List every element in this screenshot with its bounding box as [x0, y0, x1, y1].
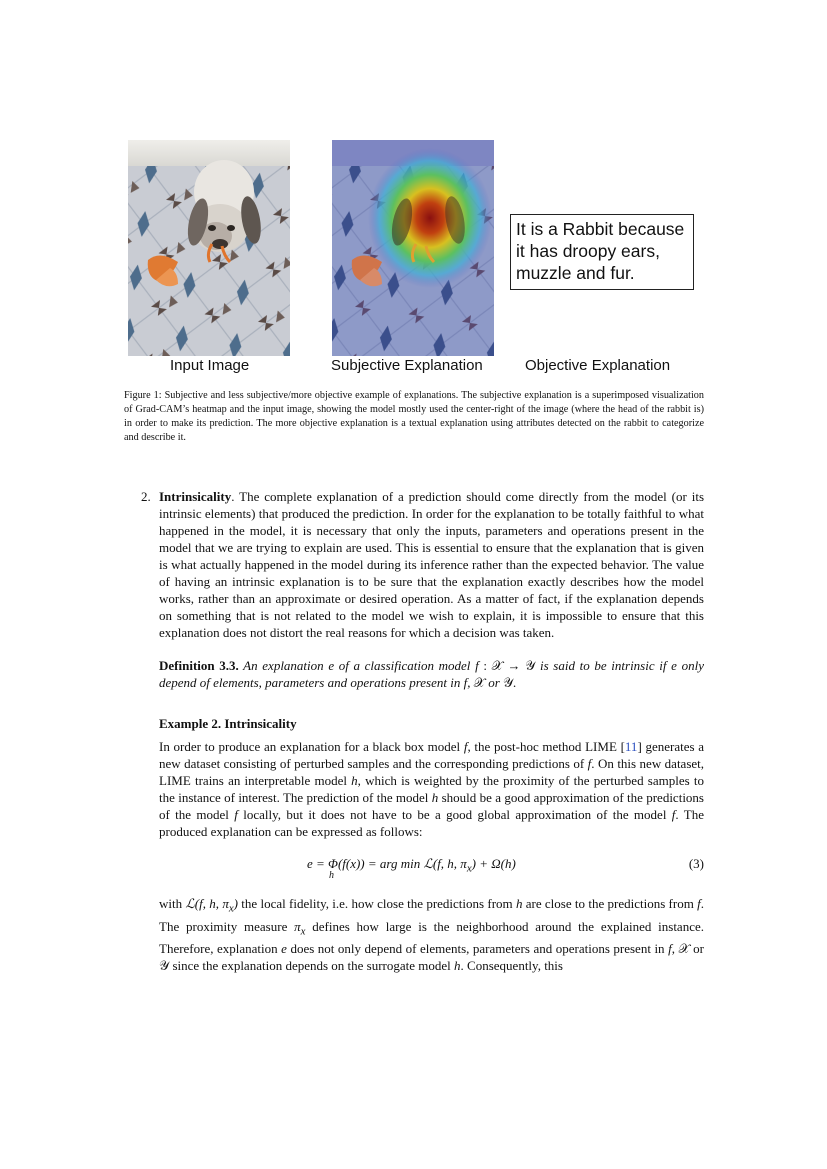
math-subscript: x: [300, 925, 306, 938]
text: are close to the predictions from: [522, 896, 698, 911]
text: . Consequently, this: [460, 958, 563, 974]
objective-text-line: it has droopy ears,: [516, 241, 660, 261]
definition-text: or: [484, 675, 503, 690]
equation-subscript: x: [466, 862, 472, 875]
definition-text: ,: [467, 675, 474, 690]
math-e: e: [281, 941, 287, 957]
math-Y: 𝒴: [503, 675, 514, 690]
text: does not only depend of elements, parameters and operations present in: [286, 941, 669, 957]
math-f: f: [587, 756, 592, 771]
math-f: f: [475, 658, 479, 673]
definition-text: .: [513, 675, 517, 690]
text: or: [689, 941, 704, 957]
math-Y: 𝒴: [525, 658, 536, 673]
definition-text: is said to be intrinsic if: [535, 658, 672, 673]
text: locally, but it does not have to be a good global approximation of the model: [237, 807, 672, 822]
definition-text: of a classification model: [334, 658, 476, 673]
text: ,: [671, 941, 679, 957]
math-L-end: ): [233, 896, 238, 911]
math-X: 𝒳: [473, 675, 485, 690]
math-f: f: [668, 941, 672, 957]
math-subscript: x: [228, 902, 234, 915]
example-heading-text: Example 2. Intrinsicality: [159, 716, 297, 731]
argmin-subscript: h: [329, 870, 334, 881]
equation-rhs-end: ) + Ω(h): [471, 856, 516, 871]
text: since the explanation depends on the surrogate model: [169, 958, 455, 974]
label-subjective-explanation: Subjective Explanation: [331, 357, 483, 374]
math-X: 𝒳: [491, 658, 503, 673]
label-input-image: Input Image: [170, 357, 250, 374]
label-objective-explanation: Objective Explanation: [525, 357, 671, 374]
equation-rhs: ℒ(f, h, π: [423, 856, 467, 871]
math-f: f: [671, 807, 676, 822]
math-h: h: [454, 958, 461, 974]
math-Y: 𝒴: [159, 958, 170, 974]
figure-caption: Figure 1: Subjective and less subjective/more objective example of explanations. The subjective explanation is a superimposed visualization of Grad-CAM’s heatmap and the input image, showing the model mostly used the center-right of the image (where the head of the rabbit is) in order to make its prediction. The more objective explanation is a textual explanation using attributes detected on the rabbit to categorize and describe it.: [124, 390, 704, 443]
objective-text-line: muzzle and fur.: [516, 263, 635, 283]
math-f: f: [463, 675, 468, 690]
equation-3: [159, 856, 704, 884]
math-pi: π: [294, 918, 301, 934]
definition-text: only depend of elements, parameters and operations present in: [159, 658, 704, 690]
math-f: f: [234, 807, 238, 822]
math-f: f: [697, 896, 701, 911]
equation-lhs: [307, 856, 421, 881]
math-e: e: [328, 658, 335, 673]
gradcam-heatmap-image: [332, 140, 494, 356]
text: with: [159, 896, 186, 911]
math-h: h: [351, 773, 358, 788]
intrinsicality-paragraph: [159, 488, 704, 641]
equation-lhs-text: e = Φ(f(x)) = arg min: [307, 856, 421, 871]
item-title: Intrinsicality: [159, 489, 232, 504]
text: the local fidelity, i.e. how close the predictions from: [238, 896, 516, 911]
equation-body: [307, 856, 516, 881]
math-f: f: [463, 739, 468, 754]
math-colon: :: [478, 658, 492, 673]
math-arrow: →: [502, 658, 526, 673]
math-X: 𝒳: [678, 941, 690, 957]
definition-3-3: [159, 657, 704, 691]
math-L: ℒ(f, h, π: [185, 896, 229, 911]
text: . The proximity measure: [159, 896, 705, 934]
example-paragraph-2: [159, 895, 704, 974]
example-heading: [159, 715, 704, 732]
list-item-number: 2.: [141, 489, 151, 504]
text: ] generates a new dataset consisting of perturbed samples and the corresponding predictions of: [159, 739, 704, 771]
definition-label: Definition 3.3.: [159, 658, 239, 673]
equation-number: (3): [688, 856, 704, 871]
text: should be a good approximation of the predictions of the model: [159, 790, 704, 822]
math-h: h: [515, 896, 523, 911]
citation-link[interactable]: 11: [624, 739, 638, 754]
text: . The produced explanation can be expressed as follows:: [159, 807, 704, 839]
objective-explanation-box: [510, 214, 694, 290]
item-text: . The complete explanation of a prediction should come directly from the model (or its intrinsic elements) that produced the prediction. In order for the explanation to be totally faithful to what happened in the model, it is necessary that only the inputs, parameters and operations present in the model that we are trying to explain are used. This is essential to ensure that the explanation that is given is what actually happened in the model during its inference rather than the expected behavior. The value of having an intrinsic explanation is to be sure that the explanation exactly describes how the model works, rather than an approximate or desired operation. As a matter of fact, if the explanation depends on something that is not related to the model we wish to explain, it is impossible to ensure that this explanation does not distort the real reasons for which a decision was taken.: [159, 489, 704, 640]
text: , the post-hoc method LIME [: [467, 739, 625, 754]
example-paragraph-1: [159, 738, 704, 840]
text: In order to produce an explanation for a black box model: [159, 739, 464, 754]
objective-text-line: It is a Rabbit because: [516, 219, 685, 239]
math-e: e: [671, 658, 677, 673]
math-h: h: [431, 790, 439, 805]
definition-text: An explanation: [238, 658, 329, 673]
input-rabbit-image: [128, 140, 290, 356]
text: . On this new dataset, LIME trains an interpretable model: [159, 756, 705, 788]
figure-1: [124, 138, 704, 378]
text: , which is weighted by the proximity of the perturbed samples to the instance of interest. The prediction of the model: [159, 773, 704, 805]
text: defines how large is the neighborhood around the explained instance. Therefore, explanation: [159, 918, 704, 957]
